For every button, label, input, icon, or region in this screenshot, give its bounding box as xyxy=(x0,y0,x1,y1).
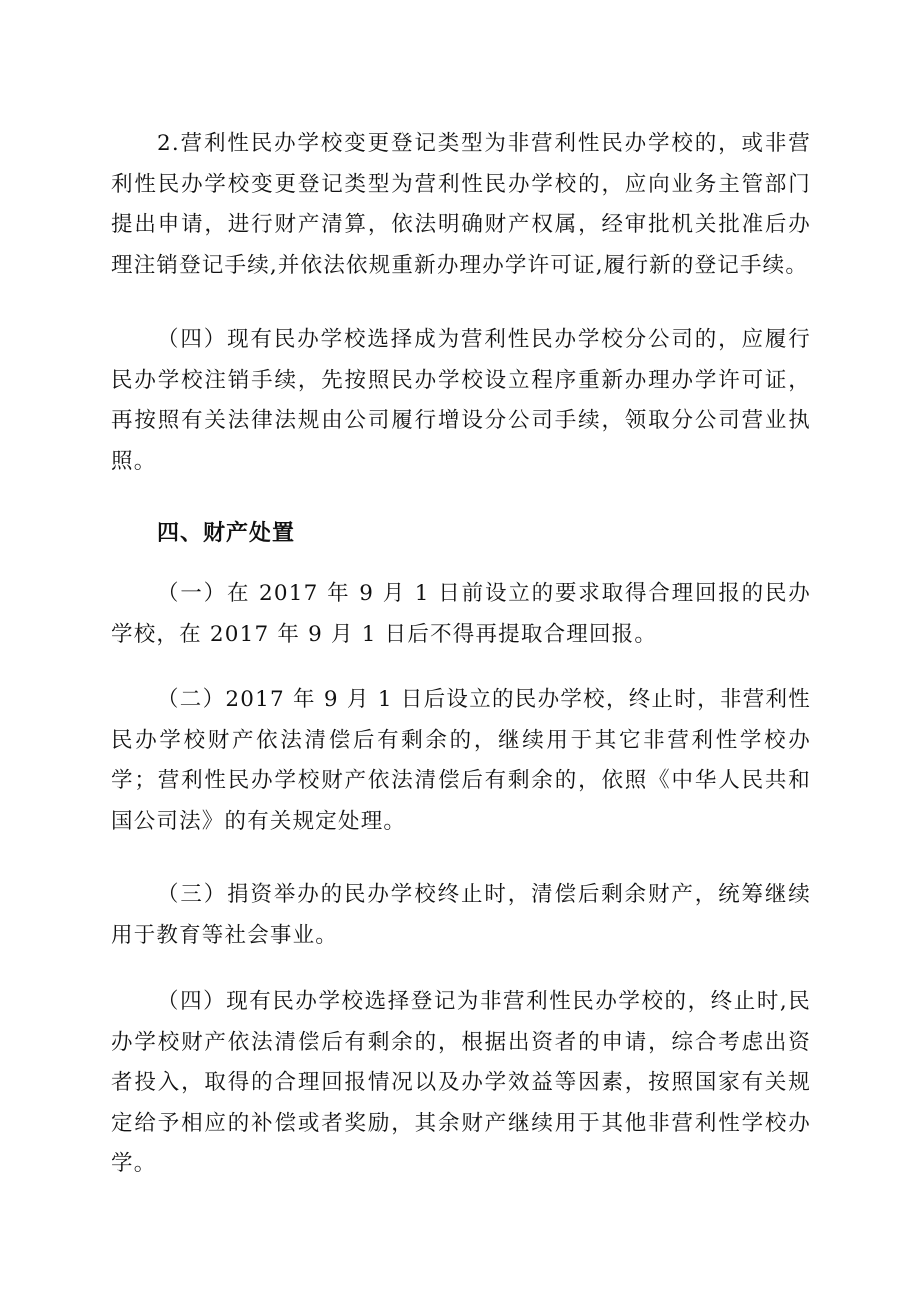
paragraph-property-1: （一）在 2017 年 9 月 1 日前设立的要求取得合理回报的民办学校，在 2017 年 9 月 1 日后不得再提取合理回报。 xyxy=(111,581,811,647)
paragraph-registration-type-change: 2.营利性民办学校变更登记类型为非营利性民办学校的，或非营利性民办学校变更登记类型为营利性民办学校的，应向业务主管部门提出申请，进行财产清算，依法明确财产权属，经审批机关批准后办理注销登记手续,并依法依规重新办理办学许可证,履行新的登记手续。 xyxy=(111,131,811,278)
paragraph-property-2: （二）2017 年 9 月 1 日后设立的民办学校，终止时，非营利性民办学校财产依法清偿后有剩余的，继续用于其它非营利性学校办学；营利性民办学校财产依法清偿后有剩余的，依照《中华人民共和国公司法》的有关规定处理。 xyxy=(111,687,811,834)
paragraph-property-3: （三）捐资举办的民办学校终止时，清偿后剩余财产，统筹继续用于教育等社会事业。 xyxy=(111,882,811,948)
paragraph-property-4: （四）现有民办学校选择登记为非营利性民办学校的，终止时,民办学校财产依法清偿后有剩余的，根据出资者的申请，综合考虑出资者投入，取得的合理回报情况以及办学效益等因素，按照国家有关规定给予相应的补偿或者奖励，其余财产继续用于其他非营利性学校办学。 xyxy=(111,989,811,1176)
section-heading-property-disposal: 四、财产处置 xyxy=(157,521,296,546)
paragraph-branch-company: （四）现有民办学校选择成为营利性民办学校分公司的，应履行民办学校注销手续，先按照民办学校设立程序重新办理办学许可证，再按照有关法律法规由公司履行增设分公司手续，领取分公司营业执照。 xyxy=(111,327,811,474)
